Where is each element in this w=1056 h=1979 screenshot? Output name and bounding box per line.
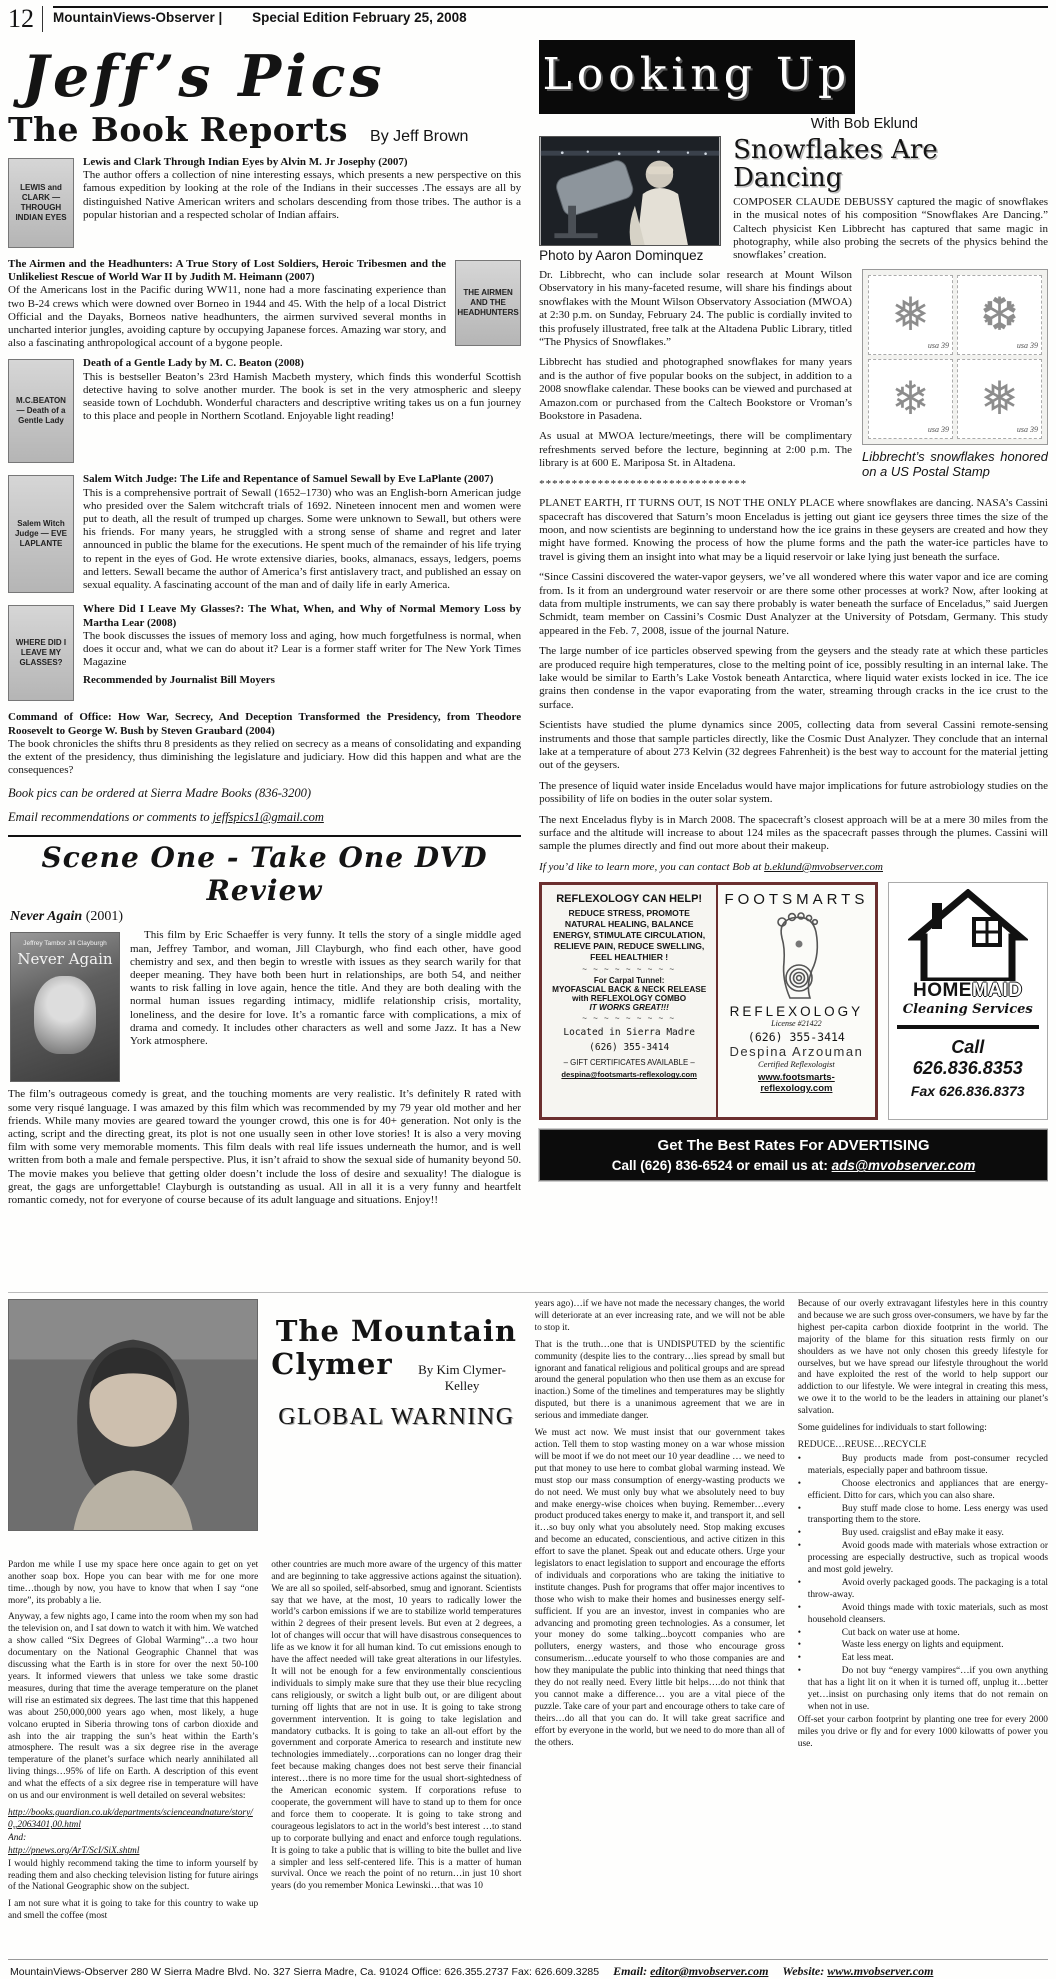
carpal-tunnel-tag: IT WORKS GREAT!!! [589,1003,669,1013]
reflexologist-cert: Certified Reflexologist [758,1059,835,1070]
clymer-column-1: Pardon me while I use my space here once again to get on yet another soap box. Hope you can bear with me for one more time…though by now, you have to know that when I say “one more”, its probably a lie. Anyway, a few nights ago, I came into the room when my son had the television on, and I sat down to watch it with him. We watched a show called “Six Degrees of Global Warming”…a two hour documentary on the National Geographic Channel that was discussing what the Earth is in store for over the next 50-100 years. It informed viewers that unless we take some drastic measures, during that time the average temperature on the planet will rise an estimated six degrees. The last time that this happened was about 250,000,000 years ago when, most likely, a huge volcano erupted in Siberia throwing tons of carbon dioxide and ash into the air trapping the sun’s heat within the Earth’s atmosphere. The result was a six degree rise in the average temperature of the planet’s surface which nearly annihilated all living things…95% of life on Earth. A description of this event and what the effects of a six degree rise in temperature will have on us and our environment is well detailed on several websites: http://books.guardian.co.uk/departments/scienceandnature/story/0,,2063401,00.html And: http://pnews.org/ArT/ScI/SiX.shtml I would highly recommend taking the time to inform yourself by reading them and also checking television listing for future airings of the National Geographic show on the subject. I am not sure what it is going to take for this country to wake up and smell the coffee (most [8,1559,259,1922]
dvd-review-paragraph: This film by Eric Schaeffer is very funny. It tells the story of a single middle aged man, Jeffrey Tambor, and woman, Jill Clayburgh, who find each other, have good chemistry and sex, and then begin to wrestle with issues as they search warily for that deeper meaning. They have both been hurt in relationships, are both 54, and neither wants to risk falling in love again, hence the title. And they are both dealing with the normal human issues regarding intimacy, midlife relationship crisis, mortality, loneliness, and the desire for love. It’s a romantic farce with complications, a mix of drama and comedy. It includes other characters as well and some Jazz. It has a New York atmosphere. [130,929,522,1048]
mountain-clymer-section [8,1292,1048,1957]
left-column [8,40,530,1292]
article-headline: Snowflakes Are Dancing [733,135,938,193]
snowflake-icon: ❆ [980,289,1019,340]
book-heading: Death of a Gentle Lady by M. C. Beaton (2008) [83,357,304,370]
movie-title: Never Again [10,909,83,925]
foot-icon [752,910,840,1002]
book-heading: Salem Witch Judge: The Life and Repentance of Samuel Sewall by Eve LaPlante (2007) [83,473,494,486]
book-body: Of the Americans lost in the Pacific during WW11, none had a more fascinating experience than two B-24 crews which were downed over Borneo in 1944 and 45. With the help of a local District Official and the Dayaks, Borneos native headhunters, the airmen survived several months in uncharted interior jungles, avoiding capture by occupying Japanese forces. Amazing war story, and also a fascinating anthropological account of a bygone people. [8,284,447,350]
book-entry [8,156,521,251]
advertising-banner-line2: Call (626) 836-6524 or email us at: ads@mvobserver.com [611,1158,976,1174]
columnist-photo [8,1299,258,1531]
article-paragraph: PLANET EARTH, IT TURNS OUT, IS NOT THE ONLY PLACE where snowflakes are dancing. NASA’s Cassini spacecraft has discovered that Saturn’s moon Enceladus is jetting out giant ice geysers three times the size of the moon, and now scientists are beginning to understand how the ice grains in these geysers are created and how they might have formed. Knowing the process of how the plume forms and the path the water-ice particles have to travel is giving them an insight into what may be a liquid reservoir or lake lying just beneath the surface. [539,497,1048,563]
homemaid-brand: HOMEMAID [912,980,1023,1002]
reflexology-headline: REFLEXOLOGY CAN HELP! [556,893,703,906]
clymer-title-line2: Clymer [271,1347,393,1381]
movie-title-line [10,909,521,925]
dvd-review-paragraph: The film’s outrageous comedy is great, and the touching moments are very realistic. It’s definitely R rated with some very risqué language. I was amazed by this film which was recommended by my 79 year old mother and her friends. While many movies are geared toward the younger crowd, this one is for 40+ generation. Not only is the acting, script and the directing great, its plot is not one usually seen in other love stories! It is also a very moving film with some very memorable moments. This film deals with real life issues underneath the humor, and is well written from both a male and female perspective. Plus, it isn’t afraid to show the sexual side of humanity beyond 50. The movie makes you believe that getting older doesn’t include the loss of desire and sexuality! The dialogue is great, the gags are unforgettable! Clayburgh is outstanding as usual. All in all it is a very funny and heartfelt romantic comedy, not for everyone of course because of its adult language and situations. Enjoy!! [8,1088,522,1207]
book-body: This is a comprehensive portrait of Sewall (1652–1730) who was an English-born American judge who presided over the Salem witchcraft trials of 1692. Nineteen innocent men and women were put to death, all the result of trumped up charges. Some were unknown to Sewall, but others were his friends. For many years, he struggled with a strong sense of shame and regret and later announced in public the blame for the executions. He spent much of the remainder of his life trying to repent in the eyes of God. He wrote extensive diaries, books, almanacs, essays, ledgers, poems and letters. Sewall became the author of America’s first antislavery tract, and published an essay on sexual equality. A fascinating account of the man and of daily life in early America. [83,486,522,592]
stamps-figure [862,269,1048,479]
homemaid-call: Call 626.836.8353 [912,1037,1023,1079]
article-paragraph: The next Enceladus flyby is in March 2008. The spacecraft’s closest approach will be at a mere 30 miles from the surface and the altitude will increase to about 124 miles as the spacecraft passes through the plumes. Cassini will sample the plumes directly and find out more about their makeup. [539,813,1048,853]
homemaid-ad [888,882,1048,1120]
telescope-photo [539,136,721,246]
snowflake-icon: ❅ [891,289,930,340]
clymer-column-2: other countries are much more aware of the urgency of this matter and are beginning to take aggressive actions against the situation). We are all so spoiled, self-absorbed, smug and ignorant. Scientists say that we have, at the most, 10 years to radically lower the world’s carbon emissions if we are to stabilize world temperatures within 2 degrees of their present levels. But even at 2 degrees, a lot of changes will occur that will have disastrous consequences to life as we know it for all human kind. To cut emissions enough to have the affect needed will take great alterations in our lifestyles. It will not be enough for a few environmentally conscientious individuals to simply make sure that they use their blue recycling cans religiously, or switch a light bulb out, or are diligent about turning off lights that are not in use. It is going to take strong government intervention. It is going to take legislation and mandatory cutbacks. It is going to take an all-out effort by the government and corporate America to research and institute new technologies immediately…corporations can no longer drag their feet because making changes does not best serve their financial interest…there is no more time for the usual short-sightedness of the American economic system. If corporations refuse to cooperate, the government will have to stand up to them for once and force them to cooperate. It is going to take strong and courageous legislators to act in the world’s best interest …to stand up to corporate bullying and enact and enforce tough regulations. It is going to take a public that is willing to bite the bullet and live a simpler and less self-centered life. This is a matter of human survival. Once we reach the point of no return…in just 10 short years (do you remember Monica Lewinski…that was 10 [271,1559,522,1892]
global-warning-headline: GLOBAL WARNING [278,1404,515,1430]
footsmarts-phone: (626) 355-3414 [747,1030,845,1045]
article-paragraph: The large number of ice particles observed spewing from the geysers and the steady rate at which these particles are produced require high temperatures, close to the melting point of ice, possibly resulting in an internal lake. The lake would be similar to Earth’s Lake Vostok beneath Antarctica, where liquid water exists locked in ice. The ice grains then condense in the vapor evaporating from the water, streaming through cracks in the ice crust to the surface. [539,645,1048,711]
reflexology-ad: REFLEXOLOGY CAN HELP! REDUCE STRESS, PROMOTE NATURAL HEALING, BALANCE ENERGY, STIMULATE CIRCULATION, RELIEVE PAIN, REDUCE SWELLING, FEEL HEALTHIER ! ~ ~ ~ ~ ~ ~ ~ ~ ~ For Carpal Tunnel: MYOFASCIAL BACK & NECK RELEASE with REFLEXOLOGY COMBO IT WORKS GREAT!!! ~ ~ ~ ~ ~ ~ ~ ~ ~ Located in Sierra Madre (626) 355-3414 – GIFT CERTIFICATES AVAILABLE – despina@footsmarts-reflexology.com FOOTSMARTS REFLEXOLOGY License #21422 (626) 355-3414 Despina Arzouman Certified Reflexologist www.footsmarts-reflexology.com [539,882,877,1120]
article-paragraph: The presence of liquid water inside Enceladus would have major implications for future astrobiology studies on the possibility of life on bodies in the outer solar system. [539,779,1048,806]
homemaid-tagline: Cleaning Services [902,1002,1033,1018]
book-entry [8,473,521,596]
book-entry [8,603,521,704]
book-cover-where-glasses: WHERE DID I LEAVE MY GLASSES? [8,605,74,701]
ads-row [539,882,1048,1120]
clymer-title-block [271,1299,521,1560]
snowflake-icon: ❅ [980,373,1019,424]
masthead [53,6,1048,25]
offset-note: Off-set your carbon footprint by planting one tree for every 2000 miles you drive or fly and for every 1000 kilowatts of power you use. [797,1714,1048,1749]
book-cover-lewis-clark: LEWIS and CLARK — THROUGH INDIAN EYES [8,158,74,248]
editor-email-link[interactable]: editor@mvobserver.com [650,1964,769,1978]
book-entry [8,711,521,777]
book-recommendation: Recommended by Journalist Bill Moyers [83,674,275,687]
contact-line: If you’d like to learn more, you can contact Bob at b.eklund@mvobserver.com [539,860,883,873]
dvd-review-section [8,841,521,1207]
footer-address: MountainViews-Observer 280 W Sierra Madre Blvd. No. 327 Sierra Madre, Ca. 91024 Office: 626.355.2737 Fax: 626.609.3285 [10,1966,600,1978]
book-cover-salem-witch-judge: Salem Witch Judge — EVE LAPLANTE [8,475,74,593]
homemaid-rule [897,1025,1039,1029]
snowflake-stamp: ❄ usa 39 [868,359,953,439]
book-reports-title: The Book Reports [8,110,349,149]
pnews-url-link[interactable]: http://pnews.org/ArT/ScI/SiX.shtml [8,1845,140,1856]
guardian-url-link[interactable]: http://books.guardian.co.uk/departments/scienceandnature/story/0,,2063401,00.html [8,1807,253,1830]
book-cover-death-gentle-lady: M.C.BEATON — Death of a Gentle Lady [8,359,74,463]
guideline-bullet: • Cut back on water use at home. [797,1627,960,1638]
guideline-bullet: • Waste less energy on lights and equipment. [797,1640,1004,1651]
homemaid-fax: Fax 626.836.8373 [910,1083,1025,1100]
bob-email-link[interactable]: b.eklund@mvobserver.com [764,860,883,873]
guideline-bullet: • Choose electronics and appliances that are energy-efficient. Ditto for cars, which you can also share. [797,1478,1048,1501]
license-number: License #21422 [771,1019,822,1029]
carpal-tunnel-title: For Carpal Tunnel: [593,976,665,986]
clymer-byline: By Kim Clymer-Kelley [418,1362,506,1393]
dvd-cover-never-again: Jeffrey Tambor Jill Clayburgh Never Again [10,932,120,1082]
article-intro: COMPOSER CLAUDE DEBUSSY captured the magic of snowflakes in the musical notes of his composition “Snowflakes Are Dancing.” Caltech physicist Ken Libbrecht has captured that same magic in photography, while also probing the secrets of the physics behind the snowflakes’ creation. [733,196,1048,262]
reduce-reuse-recycle: REDUCE…REUSE…RECYCLE [797,1439,927,1450]
guideline-bullet: • Avoid goods made with materials whose extraction or processing are especially destructive, such as tropical woods and most gold jewelry. [797,1541,1048,1576]
order-note: Book pics can be ordered at Sierra Madre Books (836-3200) [8,786,312,801]
website-link[interactable]: www.mvobserver.com [827,1964,934,1978]
snowflake-icon: ❄ [891,373,930,424]
page-number: 12 [8,6,43,32]
book-body: The author offers a collection of nine interesting essays, which presents a new perspective on this famous expedition by looking at the role of the Indians in their successes .The essays are all by distinguished Native American writers and scholars descending from those tribes. The author is a popular historian and a respected scholar of Indian affairs. [83,169,522,221]
footsmarts-panel [718,885,874,1117]
reflexologist-name: Despina Arzouman [729,1044,864,1060]
masthead-title: MountainViews-Observer | [53,10,223,25]
dvd-review-title: Scene One - Take One DVD Review [41,841,488,908]
jeffspics-email-link[interactable]: jeffspics1@gmail.com [212,810,324,825]
book-body: This is bestseller Beaton’s 23rd Hamish Macbeth mystery, which finds this wonderful Scottish detective having to solve another murder. The book is set in the very atmospheric and sleepy seaside town of Lochdubh. Wonderful characters and descriptive writing takes us on a fun journey to this place and people in Northern Scotland. Enjoyable light reading! [83,370,522,423]
clymer-title-line1: The Mountain [275,1314,517,1348]
reflexology-location: Located in Sierra Madre [563,1027,695,1039]
looking-up-banner: Looking Up [539,40,855,114]
book-heading: Command of Office: How War, Secrecy, And Deception Transformed the Presidency, from Theodore Roosevelt to George W. Bush by Steven Graubard (2004) [8,711,522,737]
footsmarts-reflexology: REFLEXOLOGY [729,1004,864,1020]
clymer-column-3: years ago)…if we have not made the necessary changes, the world will deteriorate at an ever increasing rate, and we will not be able to stop it. That is the truth…one that is UNDISPUTED by the scientific community (despite lies to the contrary…lies spread by small but ignorant and fanatical religious and political groups and are spread around the general population who then use them as an excuse for inaction.) Some of the timelines and temperatures may be slightly disputed, but there is a unanimous agreement that we are in serious and immediate danger. We must act now. We must insist that our government takes action. Tell them to stop wasting money on a war whose mission will be moot if we do not meet our 10 year deadline … we need to put that money to use here to combat global warming instead. We must stop our mass consumption of energy-wasting products we do not need. We must only buy what we absolutely need to buy and make energy-wise choices when buying. Remember…every product produced takes energy to make it, and transport it, and sell it…so buy only what you absolutely need. Stop making excuses and become an educated, conscientious, and active citizen in this effort to save the planet. Speak out and educate others. Urge your legislators to enact legislation to support and encourage the efforts of individuals and corporations who are taking the initiative to institute changes. Push for programs that offer major incentives to those who wish to make their homes and businesses energy self-sufficient. If you are an investor, invest in companies who are advancing and promoting green technologies. As a consumer, let your money do some talking...boycott companies who are polluters, energy wasters, and those who encourage gross consumerism…educate yourself to who those companies are and how they manipulate the public into thinking that need things that they do not really need. Every little bit helps….do not think that you cannot make a difference… you are a vital piece of the puzzle. Take care of your part and encourage others to take care of theirs…do all that you can do. It will take great sacrifice and effort by everyone in the world, but we need to do more than all of the others. [534,1299,785,1748]
despina-email-link[interactable]: despina@footsmarts-reflexology.com [561,1070,697,1080]
guideline-bullet: • Buy stuff made close to home. Less energy was used transporting them to the store. [797,1503,1048,1526]
masthead-edition: Special Edition February 25, 2008 [252,10,467,25]
photo-caption: Photo by Aaron Dominquez [539,248,704,263]
looking-up-byline: With Bob Eklund [810,116,918,132]
reflexology-benefits: REDUCE STRESS, PROMOTE NATURAL HEALING, BALANCE ENERGY, STIMULATE CIRCULATION, RELIEVE PAIN, REDUCE SWELLING, FEEL HEALTHIER ! [553,908,706,963]
snowflake-stamp: ❅ usa 39 [868,275,953,355]
guideline-bullet: • Avoid things made with toxic materials, such as most household cleansers. [797,1602,1048,1625]
gift-certificates-note: – GIFT CERTIFICATES AVAILABLE – [563,1058,695,1068]
jeffs-pics-script-title: Jeff’s Pics [22,43,386,110]
page-footer [8,1959,1048,1979]
footer-website: Website: www.mvobserver.com [782,1964,934,1978]
article-paragraph: Dr. Libbrecht, who can include solar research at Mount Wilson Observatory in his many-faceted resume, will share his findings about snowflakes with the Mount Wilson Observatory Association (MWOA) at 2:30 p.m. on Sunday, February 24. The public is cordially invited to this profusely illustrated, free talk at the Altadena Public Library, titled “The Physics of Snowflakes.” [539,269,852,349]
footsmarts-brand: FOOTSMARTS [724,891,869,909]
snowflake-stamps [862,269,1048,445]
guideline-bullet: • Buy used. craigslist and eBay make it easy. [797,1528,1004,1539]
book-entry [8,357,521,466]
article-paragraph: As usual at MWOA lecture/meetings, there will be complimentary refreshments served before the lecture, beginning at 2:00 p.m. The library is at 600 E. Mariposa St. in Altadena. [539,430,852,470]
guideline-bullet: • Do not buy “energy vampires“…if you own anything that has a light lit on it when it is turned off, unplug it…better yet…insist on purchasing only items that do not remain on when not in use. [797,1666,1048,1712]
snowflake-stamp: ❆ usa 39 [957,275,1042,355]
article-paragraph: Scientists have studied the plume dynamics since 2005, collecting data from several Cassini remote-sensing instruments and those that sample particles directly, like the Cosmic Dust Analyzer. They conclude that an internal lake at a temperature of about 273 Kelvin (32 degrees Fahrenheit) is the best way to account for the material jetting out of the geysers. [539,719,1048,772]
guideline-bullet: • Eat less meat. [797,1653,894,1664]
snowflake-stamp: ❅ usa 39 [957,359,1042,439]
book-body: The book discusses the issues of memory loss and aging, how much forgetfulness is normal, when does it occur and, what we can do about it? Lear is a former staff writer for The New York Times Magazine [83,629,522,669]
book-reports-byline: By Jeff Brown [370,128,469,145]
book-heading: Where Did I Leave My Glasses?: The What, When, and Why of Normal Memory Loss by Martha Lear (2008) [83,603,522,629]
book-heading: Lewis and Clark Through Indian Eyes by Alvin M. Jr Josephy (2007) [83,156,408,168]
article-paragraph: “Since Cassini discovered the water-vapor geysers, we’ve all wondered where this water vapor and ice are coming from. Is it from an underground water reservoir or are there some other processes at work? Now, after looking at data from multiple instruments, we can say there probably is water beneath the surface of Enceladus,” said Juergen Schmidt, team member on Cassini’s Cosmic Dust Analyzer at the University of Potsdam, Germany. This study appeared in the Feb. 7, 2008, issue of the journal Nature. [539,571,1048,637]
dvd-cover-portrait [34,976,96,1054]
carpal-tunnel-body: MYOFASCIAL BACK & NECK RELEASE with REFLEXOLOGY COMBO [552,985,707,1004]
advertising-banner [539,1129,1048,1181]
book-entry [8,258,521,350]
snowflakes-article [539,269,1048,874]
asterisk-divider: ******************************** [539,477,748,490]
ads-email-link[interactable]: ads@mvobserver.com [831,1158,976,1174]
footsmarts-website-link[interactable]: www.footsmarts-reflexology.com [758,1072,835,1095]
stamps-caption: Libbrecht’s snowflakes honored on a US Postal Stamp [861,449,1048,479]
reflexology-phone: (626) 355-3414 [589,1042,670,1054]
book-body: The book chronicles the shifts thru 8 presidents as they relied on secrecy as a means of consolidating and expanding the extent of the presidency, thus diminishing the legislature and judiciary. How did this happen and what are the consequences? [8,737,522,777]
advertising-banner-line1: Get The Best Rates For ADVERTISING [657,1137,930,1155]
house-icon [908,889,1028,981]
guideline-bullet: • Buy products made from post-consumer recycled materials, especially paper and bathroom tissue. [797,1453,1048,1476]
book-heading: The Airmen and the Headhunters: A True Story of Lost Soldiers, Heroic Tribesmen and the Unlikeliest Rescue of World War II by Judith M. Heimann (2007) [8,258,447,284]
guideline-bullet: • Avoid overly packaged goods. The packaging is a total throw-away. [797,1577,1048,1600]
book-cover-airmen-headhunters: THE AIRMEN AND THE HEADHUNTERS [455,260,521,346]
movie-year: (2001) [85,909,124,925]
masthead-bar [8,6,1048,40]
right-column [530,40,1048,1292]
section-divider [8,835,521,837]
clymer-column-4: Because of our overly extravagant lifestyles here in this country and because we are such gross over-consumers, we have by far the highest per-capita carbon dioxide footprint in the world. The majority of the blame for this situation rests firmly on our shoulders as we have not only chosen this greedy lifestyle for ourselves, but we have spread our lifestyle throughout the world and have exploited the rest of the world to help support our addiction to our lifestyle. We were integral in creating this mess, we owe it to the world to be the leaders in attaining our planet’s salvation. Some guidelines for individuals to start following: REDUCE…REUSE…RECYCLE • Buy products made from post-consumer recycled materials, especially paper and bathroom tissue. • Choose electronics and appliances that are energy-efficient. Ditto for cars, which you can also share. • Buy stuff made close to home. Less energy was used transporting them to the store. • Buy used. craigslist and eBay make it easy. • Avoid goods made with materials whose extraction or processing are especially destructive, such as tropical woods and most gold jewelry. • Avoid overly packaged goods. The packaging is a total throw-away. • Avoid things made with toxic materials, such as most household cleansers. • Cut back on water use at home. • Waste less energy on lights and equipment. • Eat less meat. • Do not buy “energy vampires“…if you own anything that has a light lit on it when it is turned off, unplug it…better yet…insist on purchasing only items that do not remain on when not in use. Off-set your carbon footprint by planting one tree for every 2000 miles you drive or fly and for every 1000 kilowatts of power you use. [797,1299,1048,1749]
footer-email: Email: editor@mvobserver.com [613,1964,769,1978]
article-paragraph: Libbrecht has studied and photographed snowflakes for many years and is the author of five popular books on the subject, in addition to a 2008 snowflake calendar. These books can be viewed and purchased at Amazon.com or purchased from the Caltech Bookstore or Vroman’s Bookstore in Pasadena. [539,356,852,423]
email-note: Email recommendations or comments to jeffspics1@gmail.com [8,810,324,825]
